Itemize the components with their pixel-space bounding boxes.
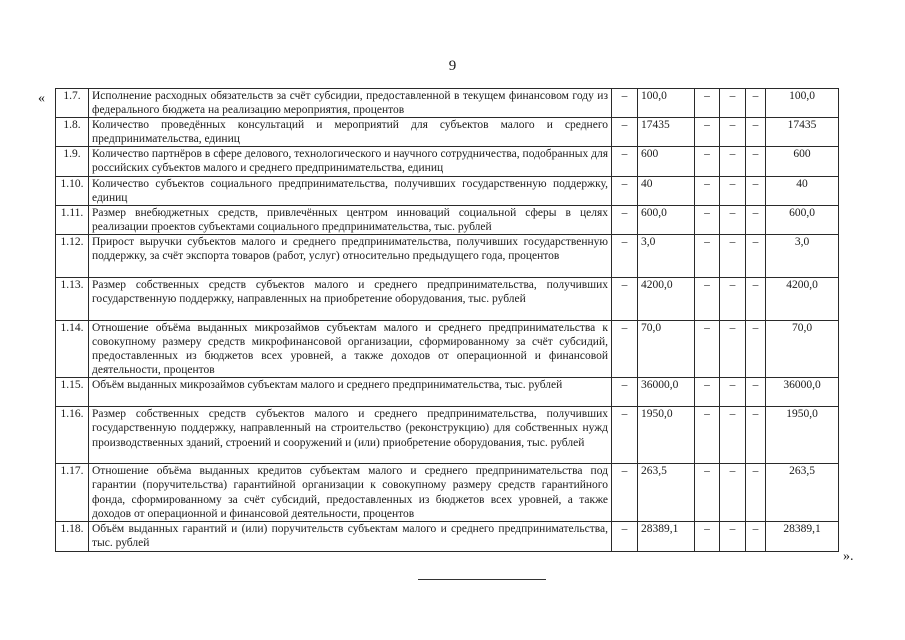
column-3-value: –	[695, 205, 720, 234]
column-2-value: 36000,0	[638, 378, 695, 407]
column-5-value: –	[746, 277, 766, 320]
row-number: 1.18.	[56, 521, 89, 551]
column-1-value: –	[612, 320, 638, 377]
closing-quote-mark: ».	[843, 549, 854, 564]
indicator-text: Прирост выручки субъектов малого и среднего предпринимательства, получивших государственную поддержку, за счёт экспорта товаров (работ, услуг) относительно предыдущего года, процентов	[89, 234, 612, 277]
total-value: 1950,0	[766, 407, 839, 464]
row-number: 1.11.	[56, 205, 89, 234]
column-2-value: 4200,0	[638, 277, 695, 320]
indicator-text: Количество проведённых консультаций и мероприятий для субъектов малого и среднего предпринимательства, единиц	[89, 118, 612, 147]
column-2-value: 600	[638, 147, 695, 176]
total-value: 3,0	[766, 234, 839, 277]
table-row	[56, 277, 839, 320]
indicators-table	[55, 88, 839, 552]
column-3-value: –	[695, 118, 720, 147]
total-value: 600	[766, 147, 839, 176]
column-3-value: –	[695, 234, 720, 277]
column-2-value: 40	[638, 176, 695, 205]
column-2-value: 263,5	[638, 464, 695, 521]
column-5-value: –	[746, 118, 766, 147]
indicator-text: Размер собственных средств субъектов малого и среднего предпринимательства, получивших государственную поддержку, направленный на строительство (реконструкцию) для собственных нужд производственных зданий, строений и сооружений и (или) приобретение оборудования, тыс. рублей	[89, 407, 612, 464]
column-1-value: –	[612, 464, 638, 521]
table-row	[56, 176, 839, 205]
indicator-text: Размер внебюджетных средств, привлечённых центром инноваций социальной сферы в целях реализации проектов субъектами социального предпринимательства, тыс. рублей	[89, 205, 612, 234]
column-4-value: –	[720, 320, 746, 377]
column-5-value: –	[746, 147, 766, 176]
row-number: 1.13.	[56, 277, 89, 320]
total-value: 600,0	[766, 205, 839, 234]
column-5-value: –	[746, 320, 766, 377]
column-5-value: –	[746, 234, 766, 277]
column-2-value: 1950,0	[638, 407, 695, 464]
column-4-value: –	[720, 407, 746, 464]
column-1-value: –	[612, 521, 638, 551]
total-value: 100,0	[766, 89, 839, 118]
opening-quote-mark: «	[38, 91, 45, 106]
column-3-value: –	[695, 378, 720, 407]
indicator-text: Размер собственных средств субъектов малого и среднего предпринимательства, получивших государственную поддержку, направленных на приобретение оборудования, тыс. рублей	[89, 277, 612, 320]
column-1-value: –	[612, 118, 638, 147]
column-4-value: –	[720, 234, 746, 277]
column-5-value: –	[746, 89, 766, 118]
column-3-value: –	[695, 89, 720, 118]
table-row	[56, 89, 839, 118]
row-number: 1.14.	[56, 320, 89, 377]
total-value: 17435	[766, 118, 839, 147]
column-4-value: –	[720, 147, 746, 176]
column-4-value: –	[720, 205, 746, 234]
table-row	[56, 464, 839, 521]
column-3-value: –	[695, 521, 720, 551]
column-2-value: 100,0	[638, 89, 695, 118]
total-value: 36000,0	[766, 378, 839, 407]
column-2-value: 17435	[638, 118, 695, 147]
column-3-value: –	[695, 464, 720, 521]
column-3-value: –	[695, 277, 720, 320]
column-4-value: –	[720, 464, 746, 521]
column-1-value: –	[612, 176, 638, 205]
column-1-value: –	[612, 205, 638, 234]
column-2-value: 3,0	[638, 234, 695, 277]
column-1-value: –	[612, 147, 638, 176]
total-value: 263,5	[766, 464, 839, 521]
column-5-value: –	[746, 378, 766, 407]
row-number: 1.7.	[56, 89, 89, 118]
indicator-text: Количество субъектов социального предпринимательства, получивших государственную поддержку, единиц	[89, 176, 612, 205]
table-row	[56, 320, 839, 377]
column-1-value: –	[612, 407, 638, 464]
column-3-value: –	[695, 320, 720, 377]
column-2-value: 70,0	[638, 320, 695, 377]
column-5-value: –	[746, 176, 766, 205]
column-5-value: –	[746, 464, 766, 521]
row-number: 1.15.	[56, 378, 89, 407]
row-number: 1.16.	[56, 407, 89, 464]
column-3-value: –	[695, 407, 720, 464]
total-value: 70,0	[766, 320, 839, 377]
table-row	[56, 407, 839, 464]
indicator-text: Исполнение расходных обязательств за счёт субсидии, предоставленной в текущем финансовом году из федерального бюджета на реализацию мероприятия, процентов	[89, 89, 612, 118]
column-1-value: –	[612, 89, 638, 118]
total-value: 28389,1	[766, 521, 839, 551]
column-5-value: –	[746, 205, 766, 234]
column-3-value: –	[695, 147, 720, 176]
table-row	[56, 521, 839, 551]
column-5-value: –	[746, 521, 766, 551]
table-row	[56, 118, 839, 147]
column-4-value: –	[720, 277, 746, 320]
row-number: 1.9.	[56, 147, 89, 176]
column-4-value: –	[720, 89, 746, 118]
bottom-separator-line	[418, 579, 546, 580]
indicator-text: Объём выданных микрозаймов субъектам малого и среднего предпринимательства, тыс. рублей	[89, 378, 612, 407]
total-value: 40	[766, 176, 839, 205]
page-number: 9	[448, 58, 457, 74]
column-1-value: –	[612, 378, 638, 407]
row-number: 1.8.	[56, 118, 89, 147]
column-1-value: –	[612, 277, 638, 320]
column-5-value: –	[746, 407, 766, 464]
table-row	[56, 378, 839, 407]
column-2-value: 600,0	[638, 205, 695, 234]
column-4-value: –	[720, 521, 746, 551]
table-row	[56, 147, 839, 176]
indicator-text: Отношение объёма выданных кредитов субъектам малого и среднего предпринимательства под гарантии (поручительства) гарантийной организации к совокупному размеру средств гарантийного фонда, сформированному за счёт субсидий, предоставленных из бюджетов всех уровней, а также доходов от операционной и финансовой деятельности, процентов	[89, 464, 612, 521]
row-number: 1.17.	[56, 464, 89, 521]
indicator-text: Объём выданных гарантий и (или) поручительств субъектам малого и среднего предпринимательства, тыс. рублей	[89, 521, 612, 551]
indicator-text: Отношение объёма выданных микрозаймов субъектам малого и среднего предпринимательства к совокупному размеру средств микрофинансовой организации, сформированному за счёт субсидий, предоставленных из бюджетов всех уровней, а также доходов от операционной и финансовой деятельности, процентов	[89, 320, 612, 377]
column-4-value: –	[720, 176, 746, 205]
column-1-value: –	[612, 234, 638, 277]
column-2-value: 28389,1	[638, 521, 695, 551]
column-4-value: –	[720, 378, 746, 407]
column-4-value: –	[720, 118, 746, 147]
column-3-value: –	[695, 176, 720, 205]
indicator-text: Количество партнёров в сфере делового, технологического и научного сотрудничества, подобранных для российских субъектов малого и среднего предпринимательства, единиц	[89, 147, 612, 176]
table-row	[56, 234, 839, 277]
table-row	[56, 205, 839, 234]
indicators-table-body	[56, 89, 839, 552]
row-number: 1.10.	[56, 176, 89, 205]
row-number: 1.12.	[56, 234, 89, 277]
total-value: 4200,0	[766, 277, 839, 320]
